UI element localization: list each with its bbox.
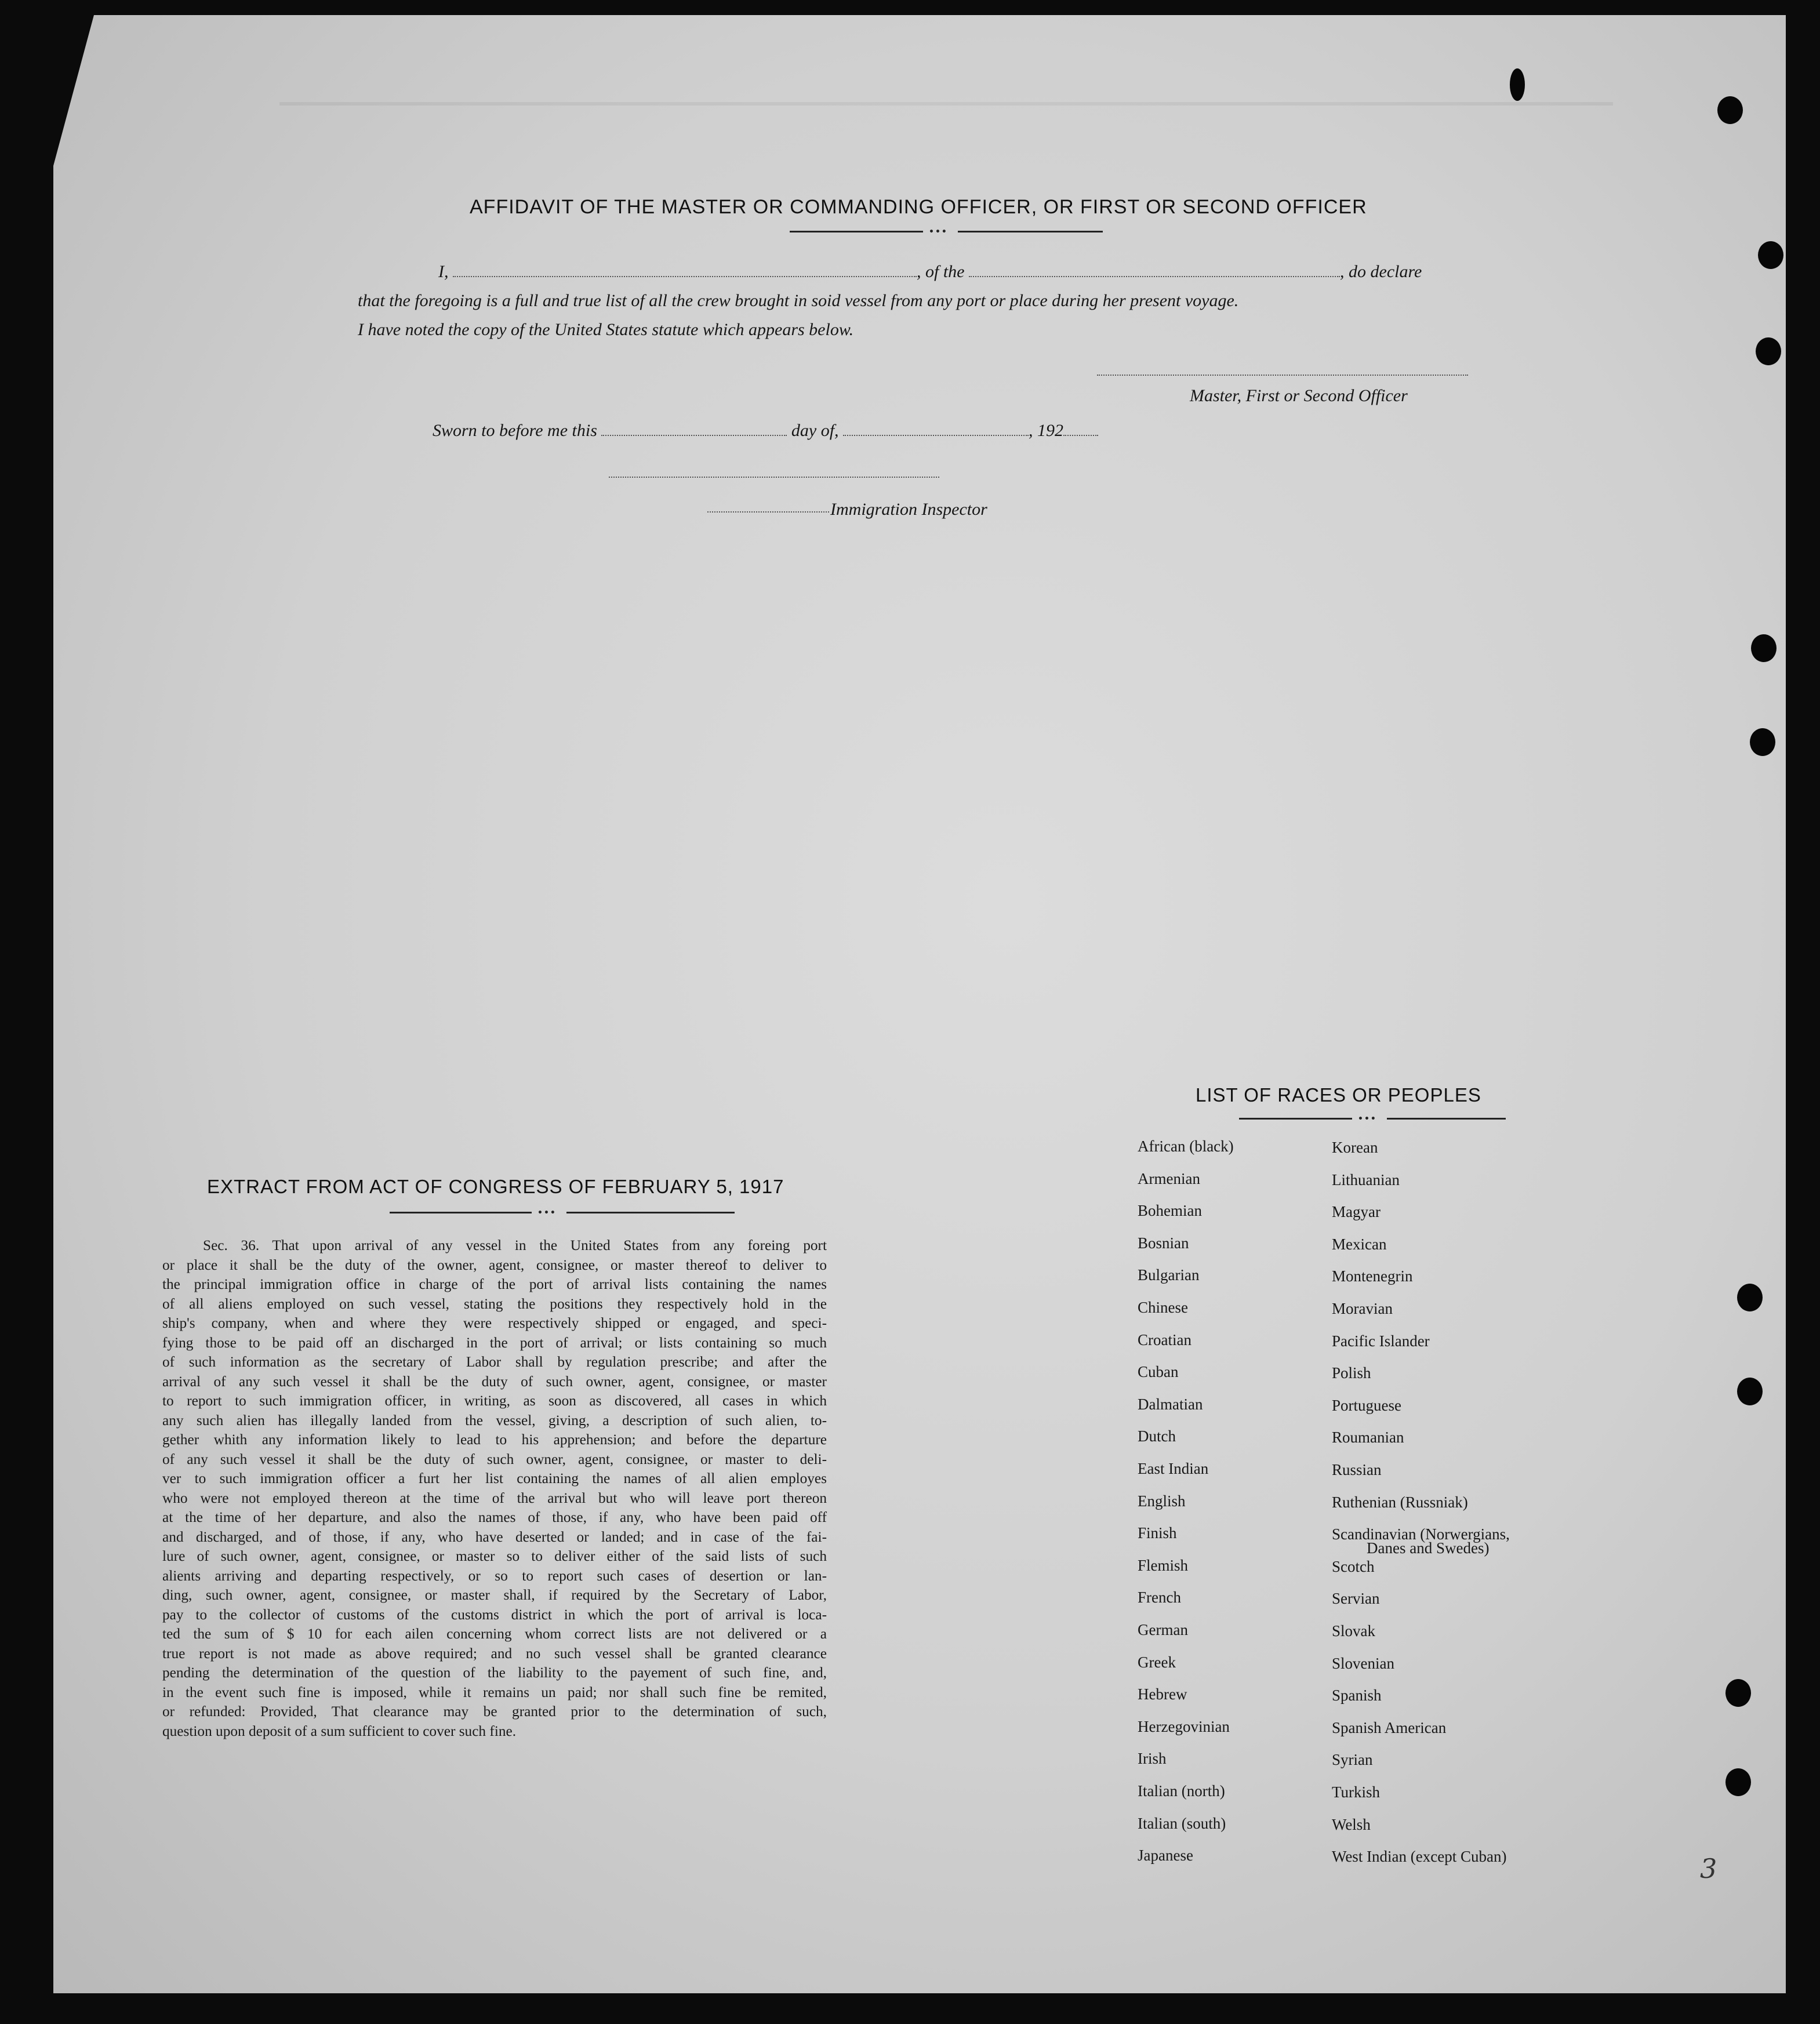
statute-line: at the time of her departure, and also the names of those, if any, who have been paid off bbox=[162, 1509, 827, 1525]
race-item: Chinese bbox=[1138, 1299, 1188, 1316]
binder-notch bbox=[1510, 68, 1525, 101]
race-item: Magyar bbox=[1332, 1203, 1381, 1221]
sworn-label: Sworn to before me this bbox=[433, 421, 597, 440]
sworn-day-field[interactable] bbox=[601, 435, 787, 436]
race-item: Japanese bbox=[1138, 1847, 1193, 1865]
race-item: Lithuanian bbox=[1332, 1171, 1400, 1189]
binder-hole bbox=[1756, 337, 1781, 365]
race-item: Portuguese bbox=[1332, 1396, 1401, 1414]
extract-title: EXTRACT FROM ACT OF CONGRESS OF FEBRUARY 5, 1917 bbox=[207, 1176, 784, 1197]
race-item: Moravian bbox=[1332, 1300, 1393, 1317]
statute-line: arrival of any such vessel it shall be the duty of such owner, agent, consignee, or master bbox=[162, 1373, 827, 1390]
of-the-label: , of the bbox=[917, 262, 965, 281]
race-item: Slovenian bbox=[1332, 1654, 1394, 1672]
sworn-year-field[interactable] bbox=[1063, 435, 1098, 436]
bleed-through-shadow bbox=[279, 102, 1613, 106]
master-signature-label: Master, First or Second Officer bbox=[1190, 386, 1408, 405]
race-item: Italian (north) bbox=[1138, 1782, 1225, 1800]
race-item: French bbox=[1138, 1589, 1181, 1607]
master-signature-field[interactable] bbox=[1097, 375, 1468, 376]
binder-hole bbox=[1737, 1378, 1763, 1405]
race-item: Scotch bbox=[1332, 1557, 1375, 1575]
statute-line: Sec. 36. That upon arrival of any vessel in the United States from any foreing port bbox=[203, 1237, 827, 1253]
race-item: Syrian bbox=[1332, 1751, 1373, 1769]
year-label: , 192 bbox=[1029, 421, 1064, 440]
binder-hole bbox=[1751, 634, 1777, 662]
race-item: Italian (south) bbox=[1138, 1814, 1226, 1832]
binder-hole bbox=[1725, 1679, 1751, 1707]
race-item: Spanish bbox=[1332, 1687, 1382, 1705]
statute-line: any such alien has illegally landed from the vessel, giving, a description of such alien, to- bbox=[162, 1412, 827, 1429]
statute-line: in the event such fine is imposed, while it remains un paid; nor shall such fine be remited, bbox=[162, 1684, 827, 1700]
race-item: Servian bbox=[1332, 1590, 1380, 1608]
race-item: Roumanian bbox=[1332, 1429, 1404, 1447]
race-item: Montenegrin bbox=[1332, 1267, 1413, 1285]
statute-line: and discharged, and of those, if any, who have deserted or landed; and in case of the fai- bbox=[162, 1528, 827, 1545]
statute-line: lure of such owner, agent, consignee, or master so to deliver either of the said lists of such bbox=[162, 1548, 827, 1564]
statute-line: ted the sum of $ 10 for each ailen concerning whom correct lists are not delivered or a bbox=[162, 1626, 827, 1642]
race-item: Korean bbox=[1332, 1139, 1378, 1156]
race-item: Hebrew bbox=[1138, 1685, 1187, 1703]
sworn-month-field[interactable] bbox=[843, 435, 1029, 436]
i-label: I, bbox=[438, 262, 449, 281]
races-title: LIST OF RACES OR PEOPLES bbox=[1196, 1084, 1481, 1106]
extract-title-ornament: ••• bbox=[390, 1208, 738, 1216]
race-item: African (black) bbox=[1138, 1138, 1234, 1155]
races-title-ornament: ••• bbox=[1239, 1114, 1506, 1122]
statute-line: of all aliens employed on such vessel, stating the positions they respectively hold in the bbox=[162, 1295, 827, 1312]
statute-line: or refunded: Provided, That clearance may be granted prior to the determination of such, bbox=[162, 1703, 827, 1720]
race-item: Greek bbox=[1138, 1653, 1176, 1671]
race-item: Polish bbox=[1332, 1364, 1371, 1382]
vessel-name-field[interactable] bbox=[969, 276, 1340, 277]
statute-line: gether whith any information likely to lead to his apprehension; and before the departure bbox=[162, 1431, 827, 1448]
race-item: Welsh bbox=[1332, 1815, 1371, 1833]
binder-hole bbox=[1750, 728, 1775, 756]
statute-line: true report is not made as above required; and no such vessel shall be granted clearance bbox=[162, 1645, 827, 1662]
race-item: Spanish American bbox=[1332, 1718, 1447, 1736]
statute-line: ship's company, when and where they were respectively shipped or engaged, and speci- bbox=[162, 1315, 827, 1331]
race-item: Bohemian bbox=[1138, 1202, 1202, 1220]
race-item: Scandinavian (Norwergians, bbox=[1332, 1525, 1510, 1543]
declarant-name-field[interactable] bbox=[453, 276, 917, 277]
statute-line: ding, such owner, agent, consignee, or master shall, if required by the Secretary of Labor, bbox=[162, 1587, 827, 1603]
inspector-signature-rule bbox=[707, 511, 829, 513]
race-item: Croatian bbox=[1138, 1331, 1191, 1349]
statute-line: pay to the collector of customs of the customs district in which the port of arrival is loca- bbox=[162, 1606, 827, 1623]
affidavit-line-3: I have noted the copy of the United States statute which appears below. bbox=[358, 320, 854, 339]
statute-line: the principal immigration office in charge of the port of arrival lists containing the names bbox=[162, 1276, 827, 1292]
day-of-label: day of, bbox=[791, 421, 839, 440]
statute-line: of any such vessel it shall be the duty of such owner, agent, consignee, or master to deli- bbox=[162, 1451, 827, 1467]
race-item: Russian bbox=[1332, 1461, 1382, 1478]
sworn-line bbox=[433, 421, 1098, 441]
race-item: Dutch bbox=[1138, 1427, 1176, 1445]
binder-hole bbox=[1725, 1768, 1751, 1796]
statute-line: to report to such immigration officer, in writing, as soon as discovered, all cases in which bbox=[162, 1393, 827, 1409]
race-item: Finish bbox=[1138, 1524, 1177, 1542]
statute-line: who were not employed thereon at the time of the arrival but who will leave port thereon bbox=[162, 1489, 827, 1506]
race-item: Irish bbox=[1138, 1750, 1167, 1768]
statute-line: ver to such immigration officer a furt her list containing the names of all alien employes bbox=[162, 1470, 827, 1487]
folded-corner bbox=[53, 15, 94, 166]
race-item: Flemish bbox=[1138, 1556, 1189, 1574]
race-item: Cuban bbox=[1138, 1363, 1179, 1381]
statute-line: or place it shall be the duty of the owner, agent, consignee, or master thereof to deliver to bbox=[162, 1256, 827, 1273]
race-item: Bosnian bbox=[1138, 1234, 1189, 1252]
race-item: Bulgarian bbox=[1138, 1266, 1200, 1284]
affidavit-line-1 bbox=[438, 262, 1422, 282]
race-item: Pacific Islander bbox=[1332, 1332, 1430, 1350]
race-item: Danes and Swedes) bbox=[1367, 1539, 1490, 1557]
statute-text bbox=[162, 1236, 827, 1741]
binder-hole bbox=[1737, 1284, 1763, 1311]
affidavit-title: AFFIDAVIT OF THE MASTER OR COMMANDING OFFICER, OR FIRST OR SECOND OFFICER bbox=[470, 196, 1367, 218]
binder-hole bbox=[1717, 96, 1743, 124]
race-item: Ruthenian (Russniak) bbox=[1332, 1493, 1468, 1511]
race-item: Slovak bbox=[1332, 1622, 1376, 1640]
race-item: English bbox=[1138, 1492, 1186, 1510]
race-item: Armenian bbox=[1138, 1169, 1200, 1187]
binder-hole bbox=[1758, 241, 1783, 269]
statute-line: alients arriving and departing respectively, or so to report such cases of desertion or lan- bbox=[162, 1567, 827, 1584]
race-item: Herzegovinian bbox=[1138, 1717, 1230, 1735]
affidavit-line-2: that the foregoing is a full and true list of all the crew brought in soid vessel from any port or place during her present voyage. bbox=[358, 291, 1239, 310]
document-page bbox=[53, 15, 1786, 1993]
statute-line: fying those to be paid off an discharged in the port of arrival; or lists containing so much bbox=[162, 1334, 827, 1351]
statute-line: question upon deposit of a sum sufficient to cover such fine. bbox=[162, 1723, 517, 1739]
inspector-signature-field[interactable] bbox=[609, 477, 939, 478]
do-declare-label: , do declare bbox=[1340, 262, 1422, 281]
race-item: Dalmatian bbox=[1138, 1395, 1203, 1413]
page-number-mark: 3 bbox=[1700, 1853, 1717, 1884]
race-item: German bbox=[1138, 1621, 1188, 1638]
statute-line: pending the determination of the question of the liability to the payement of such fine, and, bbox=[162, 1665, 827, 1681]
race-item: Mexican bbox=[1332, 1235, 1387, 1253]
statute-line: of such information as the secretary of Labor shall by regulation prescribe; and after the bbox=[162, 1354, 827, 1370]
race-item: Turkish bbox=[1332, 1783, 1381, 1801]
race-item: West Indian (except Cuban) bbox=[1332, 1848, 1507, 1866]
race-item: East Indian bbox=[1138, 1460, 1209, 1477]
inspector-label: Immigration Inspector bbox=[830, 500, 987, 519]
affidavit-title-ornament: ••• bbox=[790, 227, 1103, 235]
